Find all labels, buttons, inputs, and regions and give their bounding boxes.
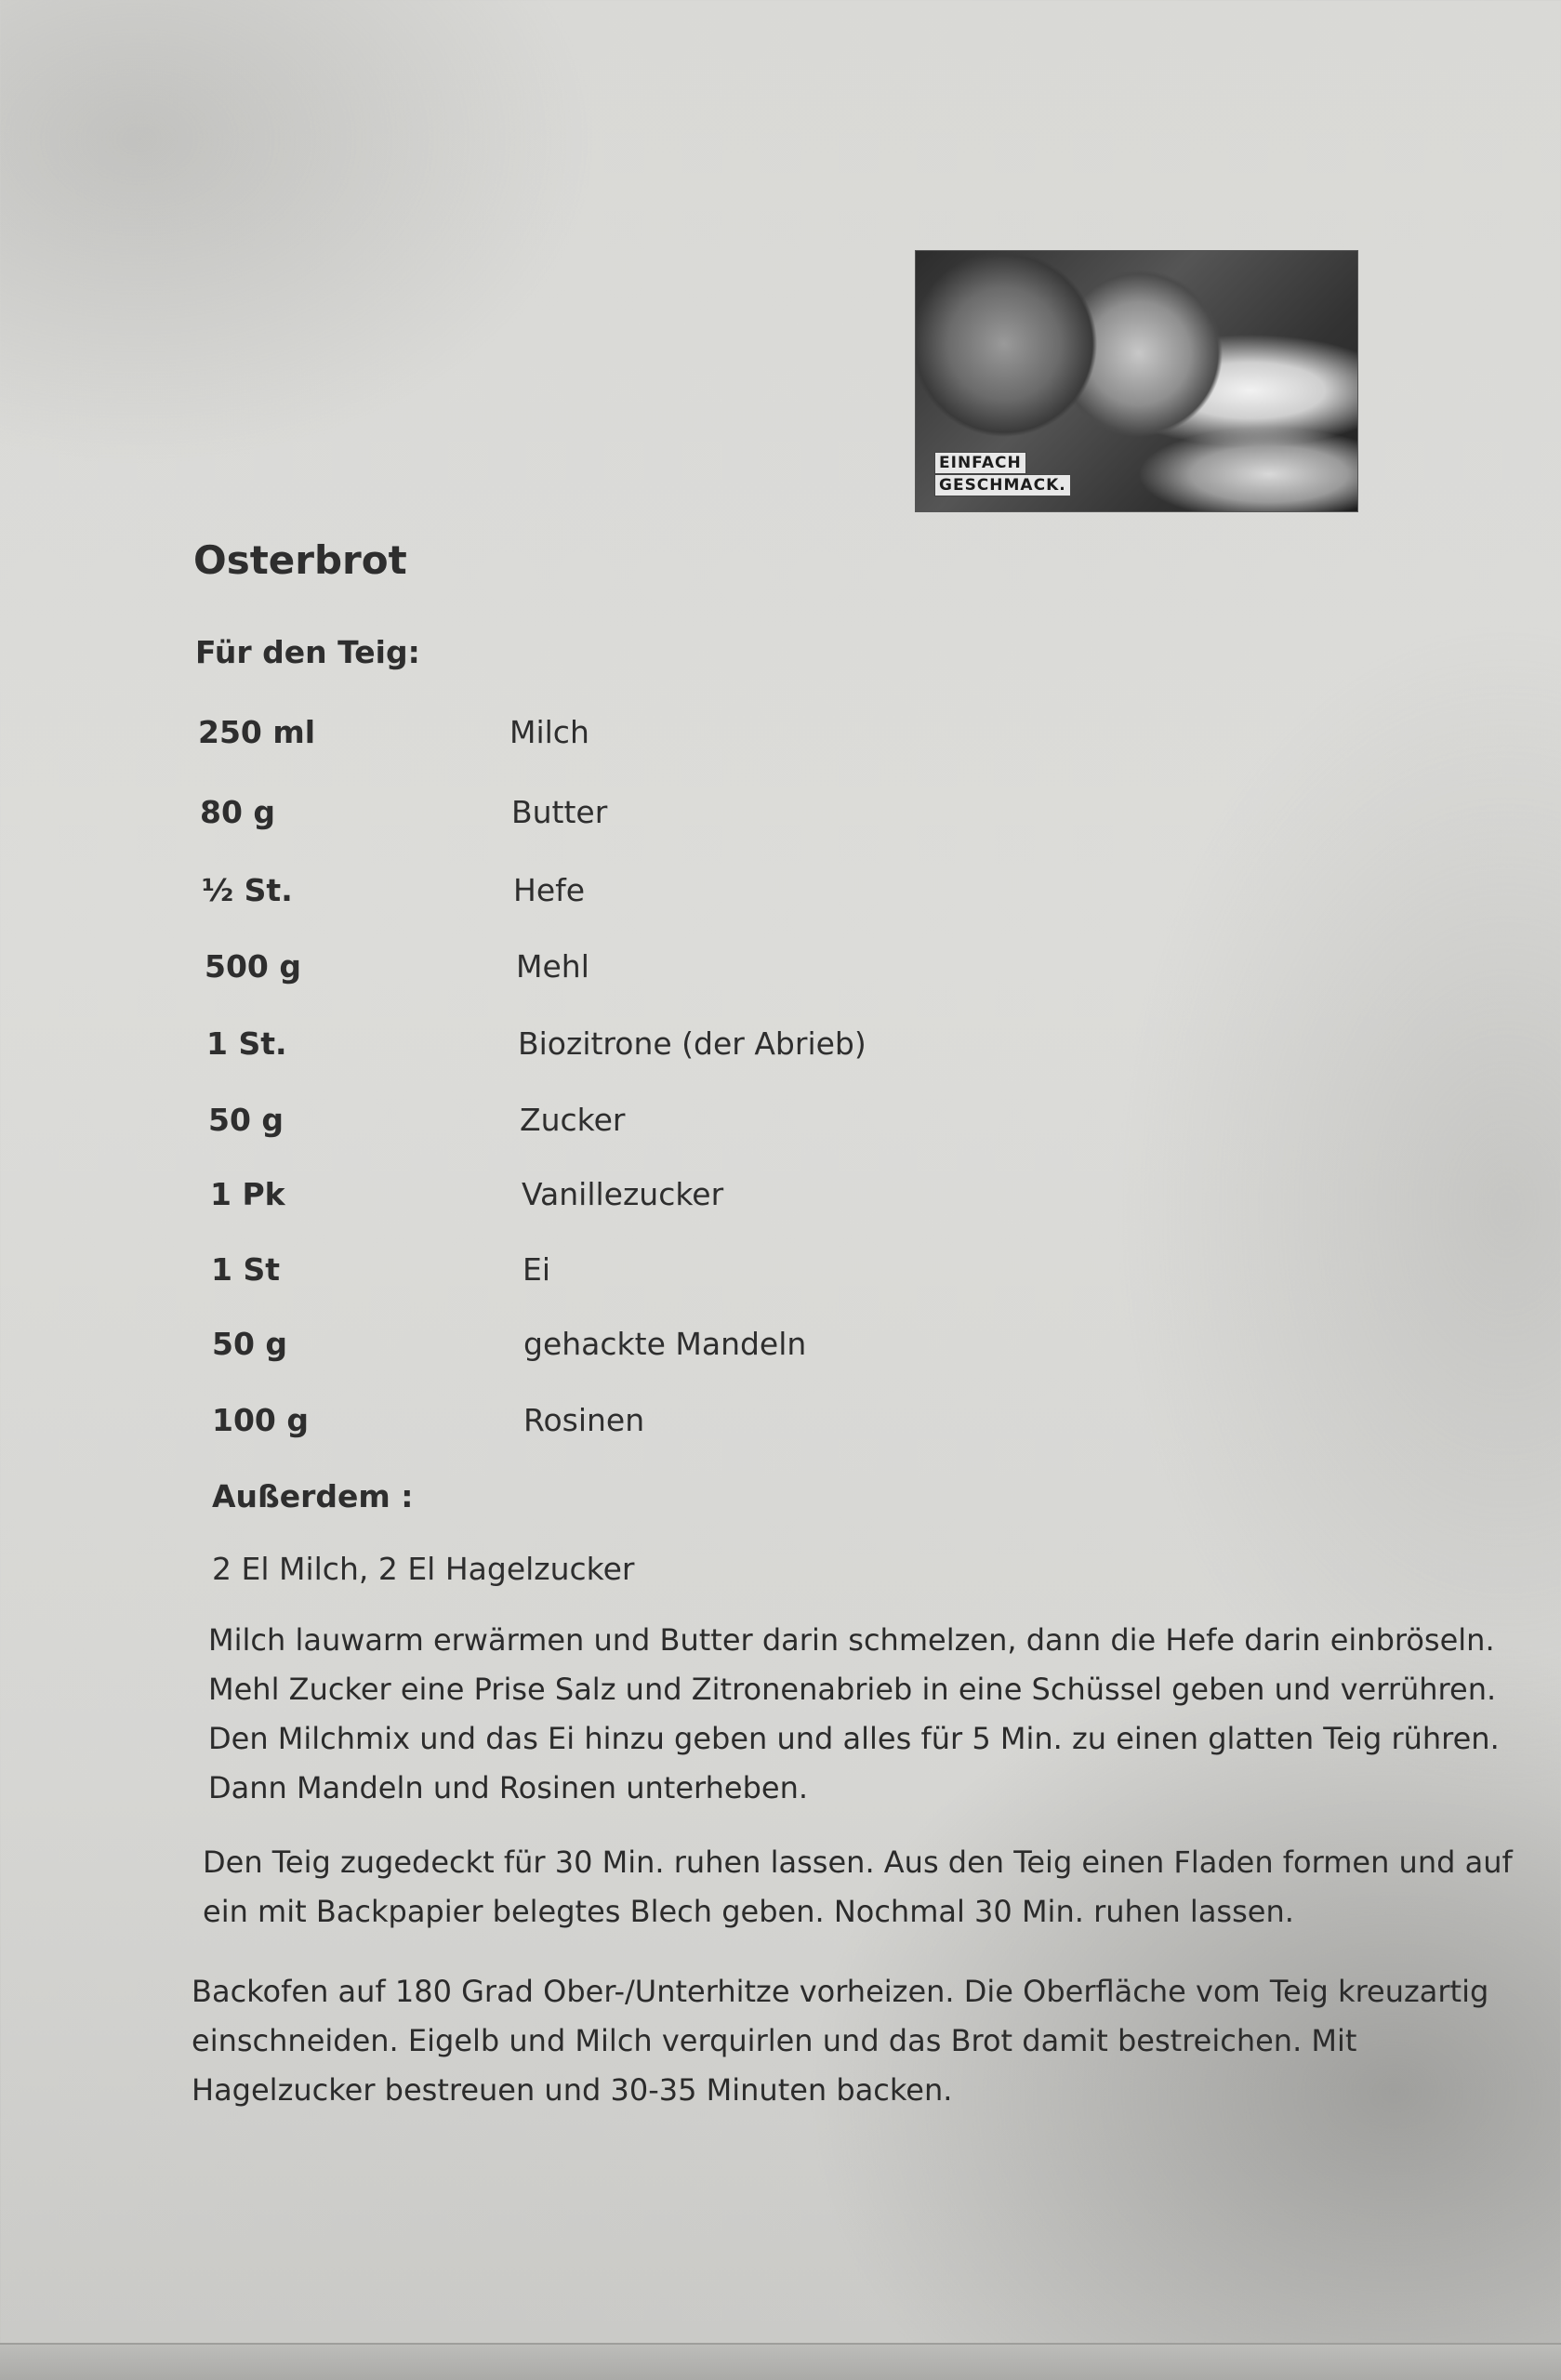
- instruction-paragraph: Den Teig zugedeckt für 30 Min. ruhen lassen. Aus den Teig einen Fladen formen und auf ein mit Backpapier belegtes Blech geben. Nochmal 30 Min. ruhen lassen.: [203, 1844, 1513, 1929]
- dough-heading: Für den Teig:: [195, 634, 420, 670]
- ingredient-name: Vanillezucker: [522, 1176, 724, 1212]
- ingredient-quantity: ½ St.: [202, 872, 293, 908]
- extras-heading: Außerdem :: [212, 1478, 414, 1514]
- ingredient-name: Hefe: [513, 872, 586, 908]
- ingredient-name: Butter: [511, 794, 608, 830]
- recipe-photo: [916, 251, 1357, 511]
- ingredient-quantity: 80 g: [200, 794, 276, 830]
- ingredient-name: Biozitrone (der Abrieb): [518, 1025, 866, 1062]
- ingredient-name: Milch: [509, 714, 589, 750]
- ingredient-name: Zucker: [520, 1102, 626, 1138]
- extras-text: 2 El Milch, 2 El Hagelzucker: [212, 1551, 635, 1587]
- ingredient-name: gehackte Mandeln: [523, 1326, 807, 1362]
- ingredient-quantity: 1 St.: [206, 1025, 287, 1062]
- logo-line-1: EINFACH: [934, 452, 1026, 474]
- ingredient-quantity: 500 g: [205, 948, 301, 985]
- ingredient-quantity: 1 St: [211, 1251, 280, 1288]
- ingredient-quantity: 50 g: [212, 1326, 288, 1362]
- ingredient-quantity: 100 g: [212, 1402, 309, 1438]
- instruction-paragraph: Milch lauwarm erwärmen und Butter darin schmelzen, dann die Hefe darin einbröseln. Mehl Zucker eine Prise Salz und Zitronenabrieb in eine Schüssel geben und verrühren. Den Milchmix und das Ei hinzu geben und alles für 5 Min. zu einen glatten Teig rühren. Dann Mandeln und Rosinen unterheben.: [208, 1622, 1500, 1805]
- recipe-title: Osterbrot: [193, 537, 407, 583]
- brand-logo-label: [934, 452, 1071, 496]
- ingredient-name: Ei: [523, 1251, 551, 1288]
- ingredient-quantity: 50 g: [208, 1102, 284, 1138]
- ingredient-quantity: 250 ml: [198, 714, 316, 750]
- paper-bottom-edge: [0, 2343, 1561, 2380]
- instruction-paragraph: Backofen auf 180 Grad Ober-/Unterhitze vorheizen. Die Oberfläche vom Teig kreuzartig einschneiden. Eigelb und Milch verquirlen und das Brot damit bestreichen. Mit Hagelzucker bestreuen und 30-35 Minuten backen.: [192, 1974, 1489, 2108]
- logo-line-2: GESCHMACK.: [934, 474, 1071, 496]
- ingredient-name: Rosinen: [523, 1402, 645, 1438]
- ingredient-name: Mehl: [516, 948, 589, 985]
- ingredient-quantity: 1 Pk: [210, 1176, 285, 1212]
